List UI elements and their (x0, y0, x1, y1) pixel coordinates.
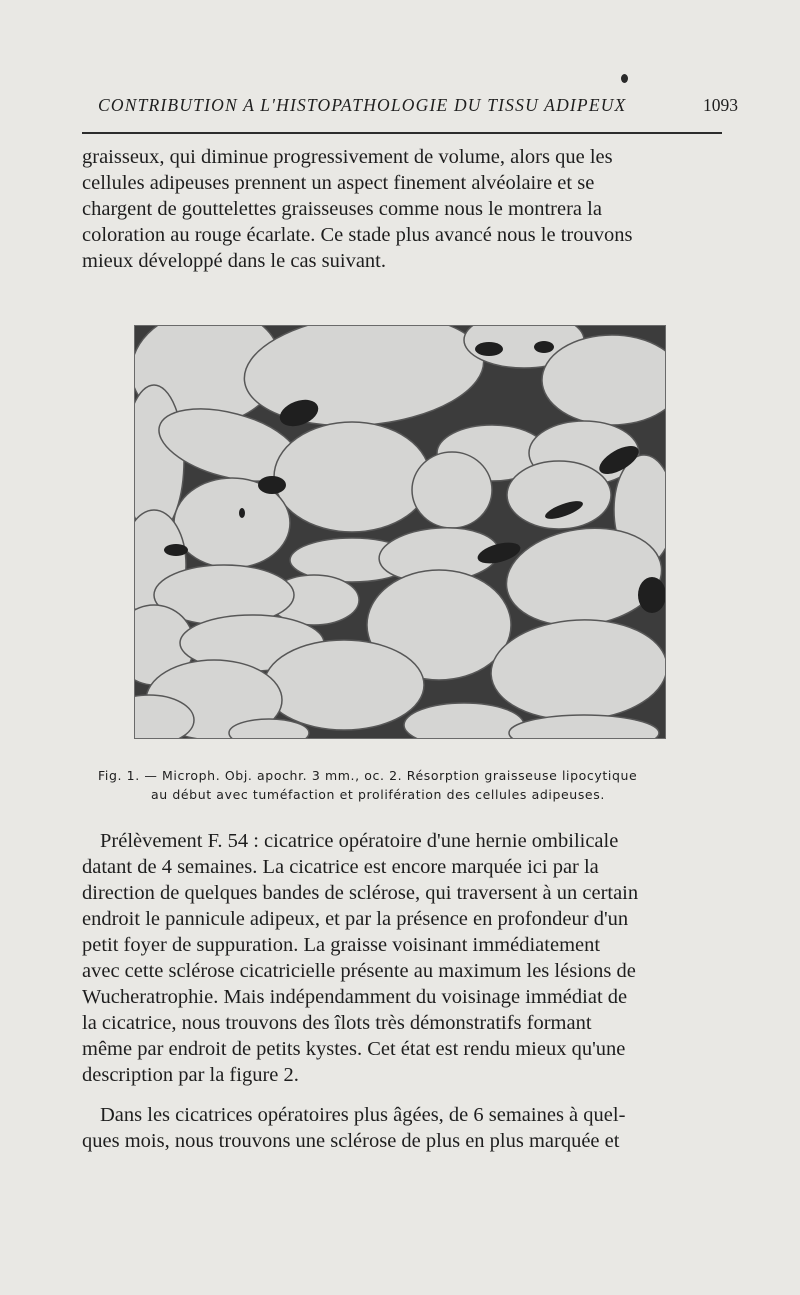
text-line: cellules adipeuses prennent un aspect finement alvéolaire et se (82, 172, 595, 194)
text-line: direction de quelques bandes de sclérose, qui traversent à un certain (82, 882, 639, 904)
text-line: petit foyer de suppuration. La graisse voisinant immédiatement (82, 934, 601, 956)
text-line: description par la figure 2. (82, 1064, 299, 1086)
text-line: Dans les cicatrices opératoires plus âgées, de 6 semaines à quel- (100, 1104, 626, 1126)
text-line: chargent de gouttelettes graisseuses comme nous le montrera la (82, 198, 602, 220)
caption-line: au début avec tuméfaction et prolifération des cellules adipeuses. (151, 787, 605, 802)
micrograph-figure (134, 325, 666, 739)
paragraph-3 (82, 1102, 724, 1154)
header-rule (82, 132, 722, 134)
ink-speck (621, 74, 628, 83)
paragraph-top (82, 144, 724, 274)
running-title: CONTRIBUTION A L'HISTOPATHOLOGIE DU TISSU ADIPEUX (98, 95, 627, 115)
text-line: la cicatrice, nous trouvons des îlots très démonstratifs formant (82, 1012, 592, 1034)
paragraph-2 (82, 828, 724, 1088)
text-line: endroit le pannicule adipeux, et par la présence en profondeur d'un (82, 908, 629, 930)
text-line: avec cette sclérose cicatricielle présente au maximum les lésions de (82, 960, 636, 982)
figure-caption (98, 766, 710, 804)
text-line: Wucheratrophie. Mais indépendamment du voisinage immédiat de (82, 986, 628, 1008)
text-line: datant de 4 semaines. La cicatrice est encore marquée ici par la (82, 856, 599, 878)
page-number: 1093 (703, 95, 738, 115)
text-line: ques mois, nous trouvons une sclérose de plus en plus marquée et (82, 1130, 620, 1152)
running-header (98, 93, 738, 123)
caption-line: Fig. 1. — Microph. Obj. apochr. 3 mm., oc. 2. Résorption graisseuse lipocytique (98, 768, 638, 783)
text-line: Prélèvement F. 54 : cicatrice opératoire d'une hernie ombilicale (100, 830, 619, 852)
micrograph-image (134, 325, 666, 739)
text-line: coloration au rouge écarlate. Ce stade plus avancé nous le trouvons (82, 224, 633, 246)
text-line: graisseux, qui diminue progressivement de volume, alors que les (82, 146, 613, 168)
text-line: même par endroit de petits kystes. Cet état est rendu mieux qu'une (82, 1038, 626, 1060)
text-line: mieux développé dans le cas suivant. (82, 250, 386, 272)
